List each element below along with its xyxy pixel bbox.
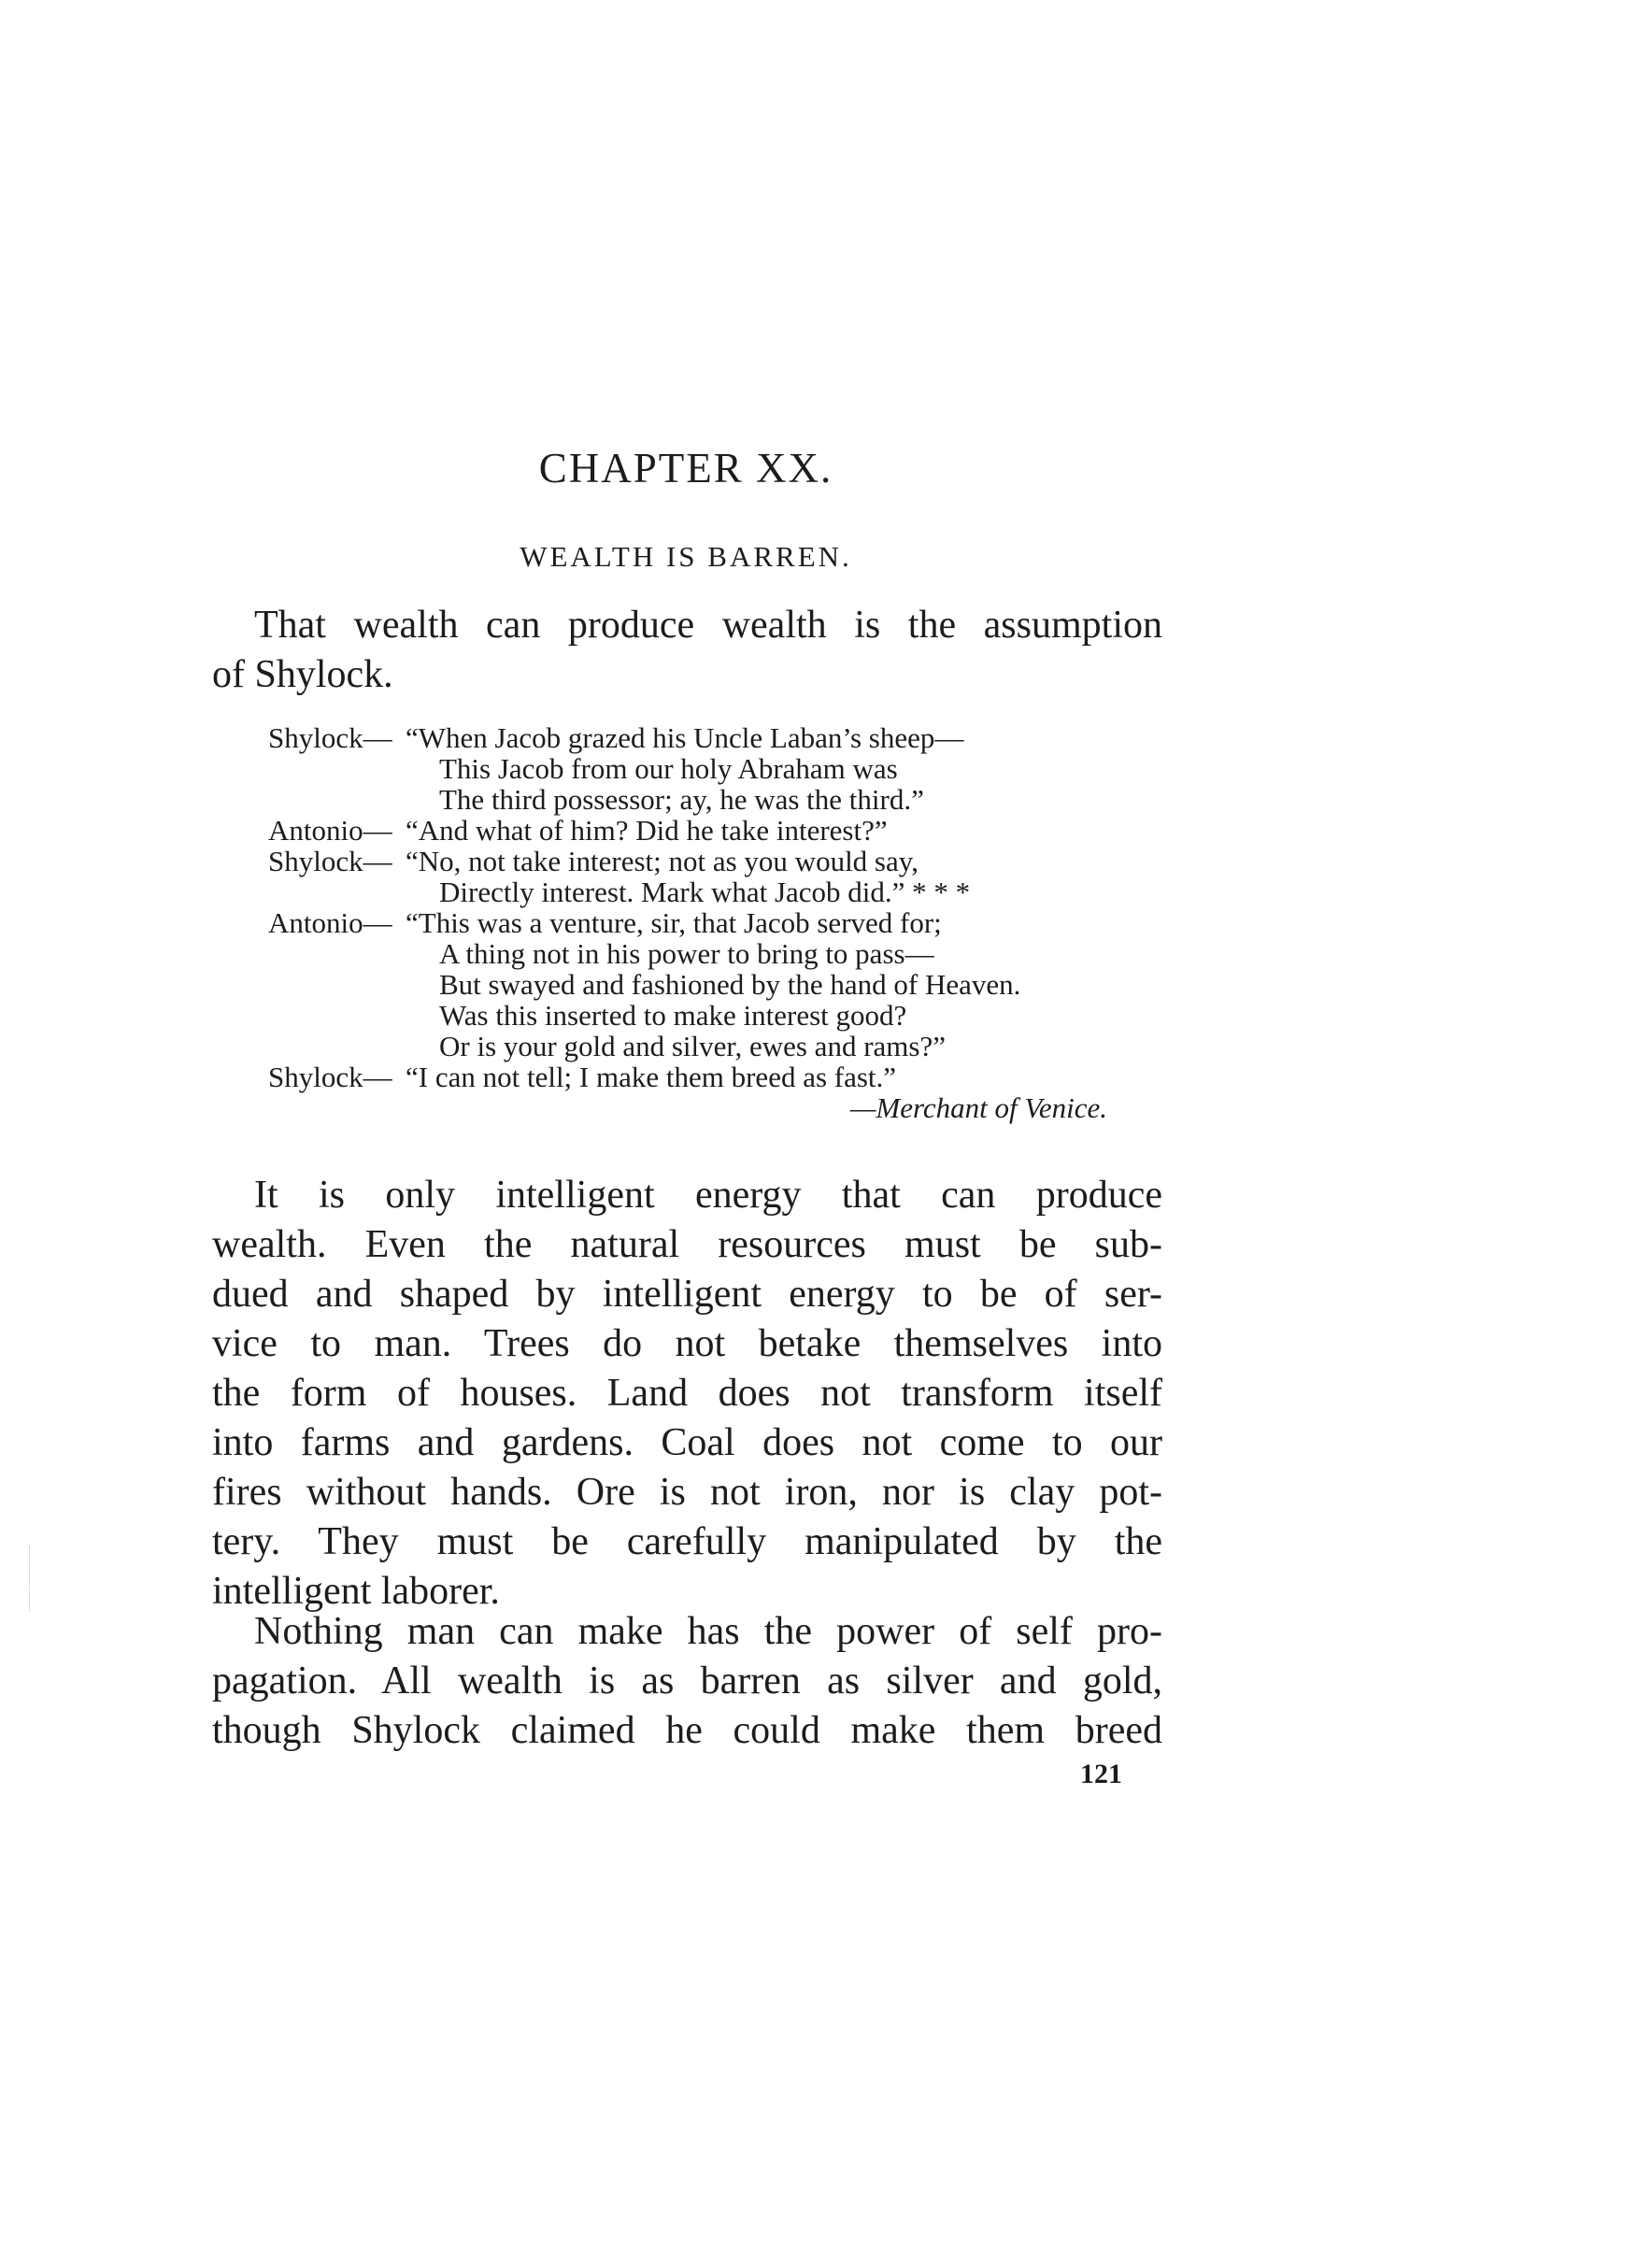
- quote-attribution: —Merchant of Venice.: [849, 1091, 1107, 1124]
- quote-line: [268, 1031, 1163, 1061]
- quote-text: Was this inserted to make interest good?: [439, 999, 907, 1032]
- chapter-title: CHAPTER XX.: [538, 445, 833, 492]
- chapter-subtitle: WEALTH IS BARREN.: [520, 540, 852, 573]
- paragraph-line: the form of houses. Land does not transform itself: [212, 1372, 1162, 1415]
- quote-text: Or is your gold and silver, ewes and rams?”: [439, 1030, 946, 1062]
- paragraph-line: though Shylock claimed he could make them breed: [212, 1709, 1162, 1752]
- quote-line: [268, 969, 1163, 1000]
- quote-line: [268, 876, 1163, 907]
- paragraph-line: Nothing man can make has the power of self pro-: [254, 1610, 1162, 1653]
- paragraph-line: pagation. All wealth is as barren as silver and gold,: [212, 1660, 1162, 1702]
- quote-line: [268, 938, 1163, 969]
- paragraph-line: into farms and gardens. Coal does not come to our: [212, 1421, 1162, 1464]
- quote-text: “This was a venture, sir, that Jacob served for;: [406, 906, 942, 939]
- paragraph-line: tery. They must be carefully manipulated by the: [212, 1520, 1162, 1563]
- quote-line: [268, 784, 1163, 815]
- quote-text: The third possessor; ay, he was the third.”: [439, 783, 924, 816]
- quote-line: [268, 846, 1163, 876]
- page-number: 121: [1080, 1759, 1122, 1789]
- quote-line: [268, 815, 1163, 846]
- quote-line: [268, 722, 1163, 753]
- quote-text: This Jacob from our holy Abraham was: [439, 752, 898, 785]
- quote-line: [268, 1092, 1163, 1123]
- quote-text: “No, not take interest; not as you would say,: [406, 845, 919, 877]
- paragraph-line: dued and shaped by intelligent energy to be of ser-: [212, 1273, 1162, 1316]
- intro-line: of Shylock.: [212, 653, 393, 696]
- play-quotation: [268, 722, 1163, 1123]
- quote-line: [268, 753, 1163, 784]
- quote-speaker: Antonio—: [268, 814, 392, 847]
- quote-text: “And what of him? Did he take interest?”: [406, 814, 888, 847]
- paragraph-line: fires without hands. Ore is not iron, nor is clay pot-: [212, 1471, 1162, 1514]
- paragraph-line: It is only intelligent energy that can produce: [254, 1174, 1162, 1217]
- quote-line: [268, 1000, 1163, 1031]
- quote-text: A thing not in his power to bring to pass—: [439, 937, 934, 970]
- quote-speaker: Shylock—: [268, 1061, 392, 1093]
- body-paragraph-2: [212, 1607, 1162, 1756]
- intro-line: That wealth can produce wealth is the assumption: [254, 604, 1162, 647]
- quote-line: [268, 907, 1163, 938]
- body-paragraph-1: [212, 1171, 1162, 1617]
- quote-line: [268, 1061, 1163, 1092]
- quote-text: “When Jacob grazed his Uncle Laban’s sheep—: [406, 721, 964, 754]
- quote-text: But swayed and fashioned by the hand of Heaven.: [439, 968, 1021, 1001]
- paragraph-line: intelligent laborer.: [212, 1570, 500, 1613]
- quote-speaker: Antonio—: [268, 906, 392, 939]
- paragraph-line: vice to man. Trees do not betake themselves into: [212, 1322, 1162, 1365]
- quote-speaker: Shylock—: [268, 721, 392, 754]
- paragraph-line: wealth. Even the natural resources must be sub-: [212, 1223, 1162, 1266]
- intro-paragraph: [212, 601, 1162, 700]
- quote-text: Directly interest. Mark what Jacob did.” * * *: [439, 876, 971, 908]
- scan-artifact: [29, 1546, 30, 1612]
- quote-speaker: Shylock—: [268, 845, 392, 877]
- quote-text: “I can not tell; I make them breed as fast.”: [406, 1061, 897, 1093]
